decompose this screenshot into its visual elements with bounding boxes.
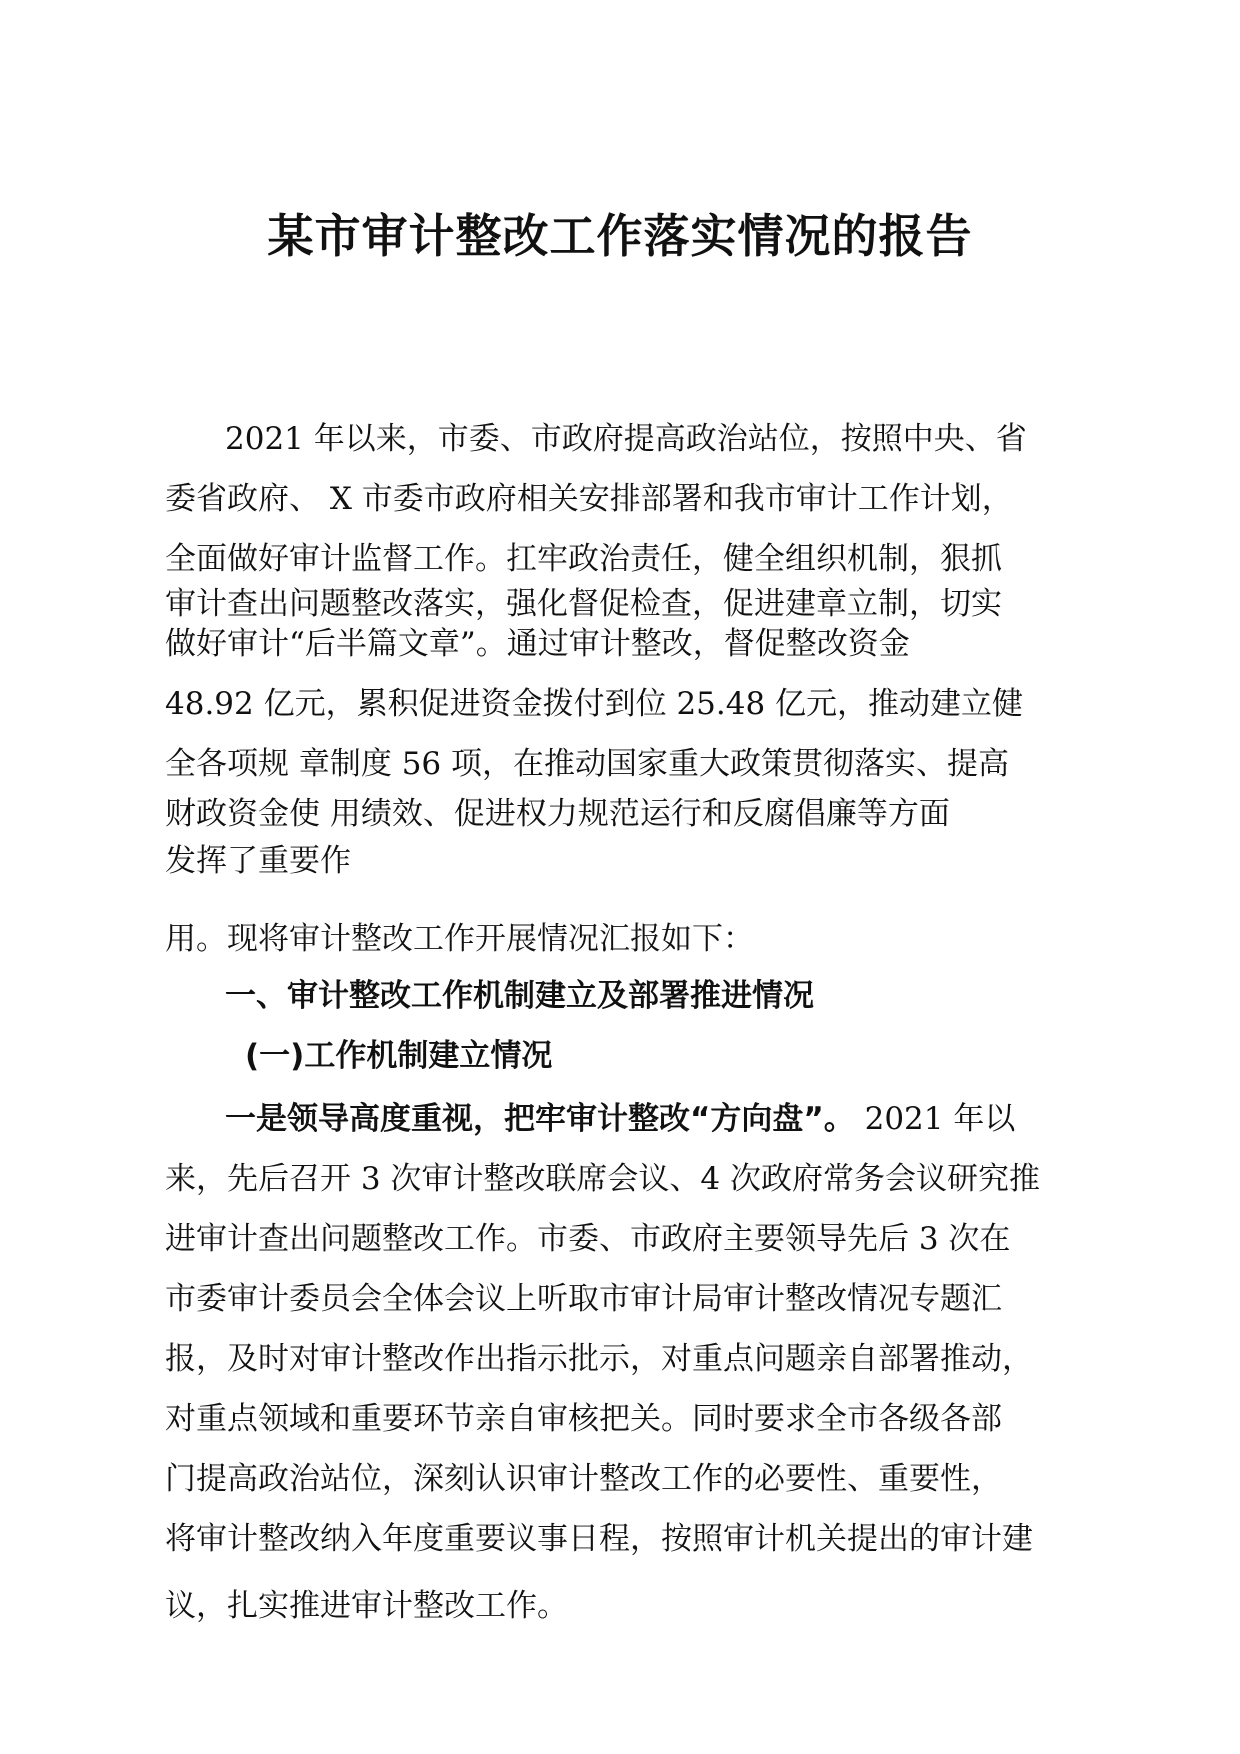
document-title: 某市审计整改工作落实情况的报告 [267,209,973,263]
subsection-heading: (一)工作机制建立情况 [245,1038,553,1074]
intro-line: 全各项规 章制度 56 项，在推动国家重大政策贯彻落实、提高 [165,746,1010,782]
intro-line: 财政资金使 用绩效、促进权力规范运行和反腐倡廉等方面 [165,796,950,832]
intro-line: 发挥了重要作 [165,843,351,879]
intro-line: 做好审计“后半篇文章”。通过审计整改，督促整改资金 [165,626,910,662]
section-heading: 一、审计整改工作机制建立及部署推进情况 [225,978,814,1014]
paragraph-lead-line [225,1098,1015,1140]
paragraph-lead-bold: 一是领导高度重视，把牢审计整改“方向盘”。 [225,1101,855,1137]
paragraph-line: 议，扎实推进审计整改工作。 [165,1588,568,1624]
intro-line: 48.92 亿元，累积促进资金拨付到位 25.48 亿元，推动建立健 [165,686,1024,722]
intro-line: 审计查出问题整改落实，强化督促检查，促进建章立制，切实 [165,586,1002,622]
intro-line: 用。现将审计整改工作开展情况汇报如下： [165,921,754,957]
paragraph-line: 来，先后召开 3 次审计整改联席会议、4 次政府常务会议研究推 [165,1161,1041,1197]
paragraph-line: 报，及时对审计整改作出指示批示，对重点问题亲自部署推动， [165,1341,1033,1377]
paragraph-line: 对重点领域和重要环节亲自审核把关。同时要求全市各级各部 [165,1401,1002,1437]
paragraph-line: 将审计整改纳入年度重要议事日程，按照审计机关提出的审计建 [165,1521,1033,1557]
paragraph-lead-rest: 2021 年以 [854,1101,1016,1137]
paragraph-line: 进审计查出问题整改工作。市委、市政府主要领导先后 3 次在 [165,1221,1011,1257]
intro-line: 2021 年以来，市委、市政府提高政治站位，按照中央、省 [225,421,1027,457]
intro-line: 全面做好审计监督工作。扛牢政治责任，健全组织机制，狠抓 [165,541,1002,577]
intro-line: 委省政府、 X 市委市政府相关安排部署和我市审计工作计划， [165,481,1013,517]
paragraph-line: 门提高政治站位，深刻认识审计整改工作的必要性、重要性， [165,1461,1002,1497]
paragraph-line: 市委审计委员会全体会议上听取市审计局审计整改情况专题汇 [165,1281,1002,1317]
